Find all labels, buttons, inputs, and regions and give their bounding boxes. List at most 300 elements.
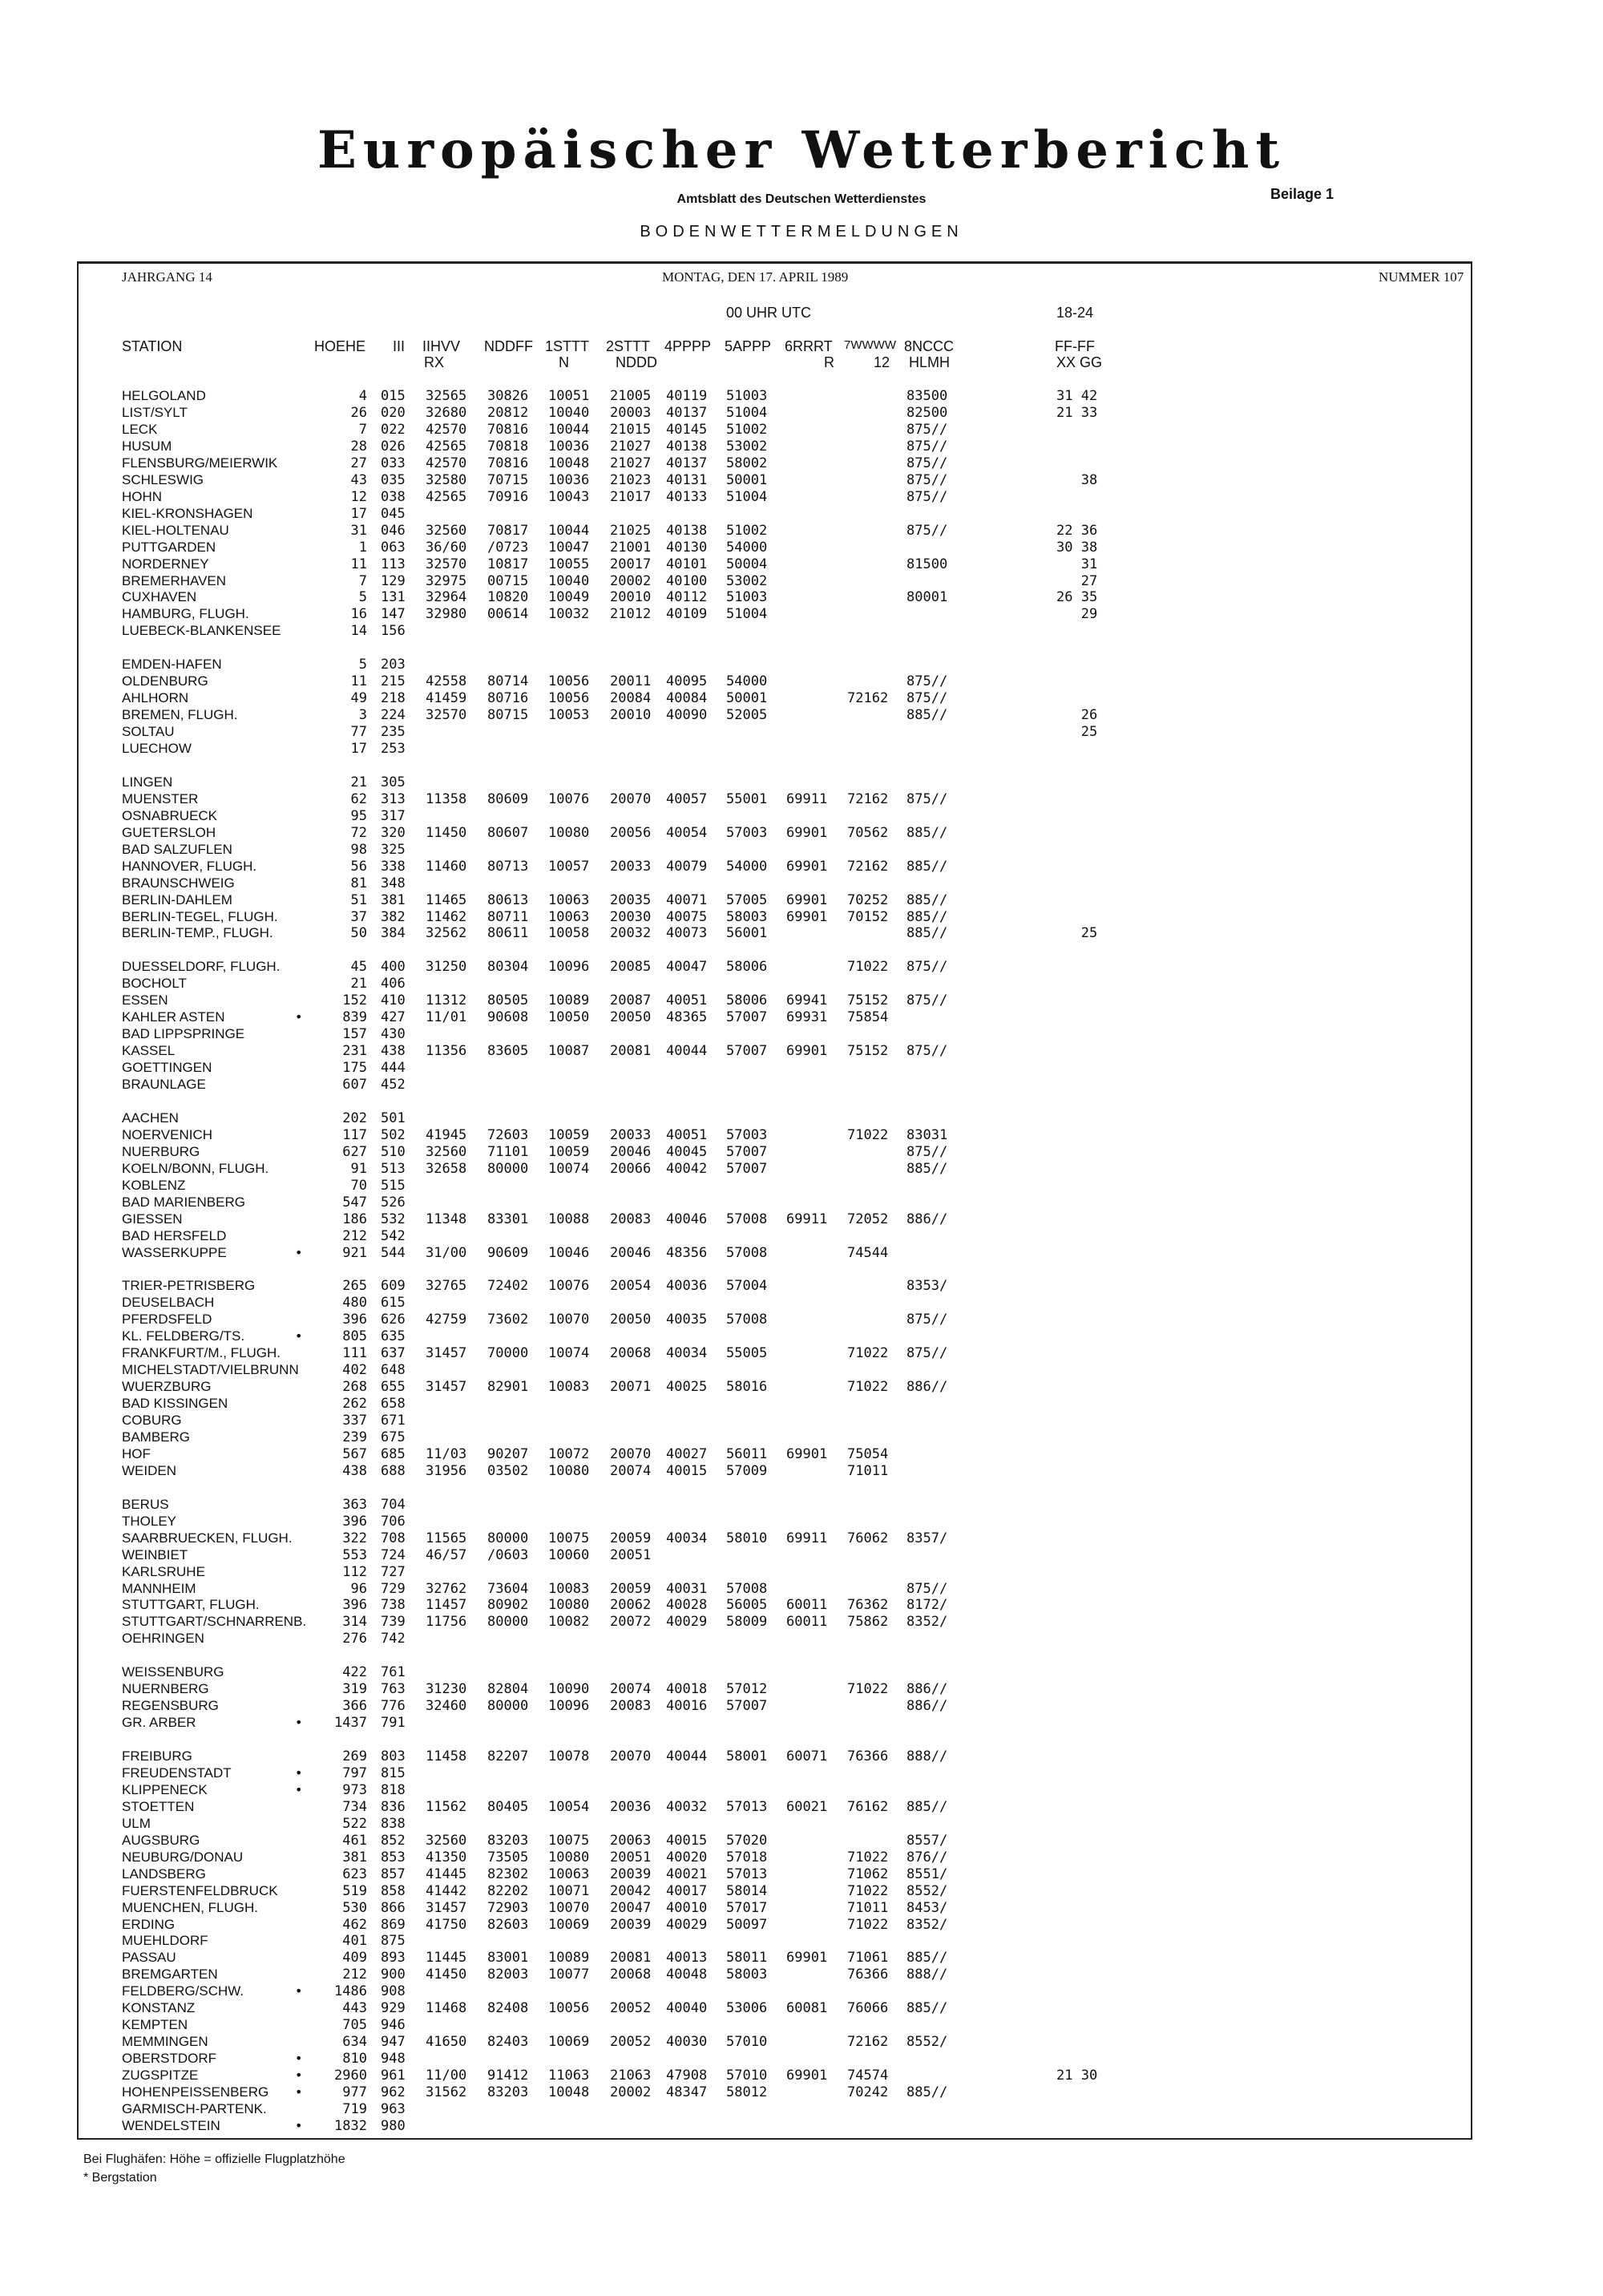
station-id: 727 [381, 1563, 406, 1580]
group-c5: 57008 [726, 1211, 768, 1227]
jahrgang: JAHRGANG 14 [122, 269, 212, 285]
group-c5: 56011 [726, 1445, 768, 1462]
group-c4: 40025 [666, 1379, 708, 1396]
group-c2: 10036 [548, 438, 590, 455]
group-c0: 11756 [426, 1614, 467, 1631]
group-c8: 885// [906, 707, 948, 724]
station-id: 438 [381, 1043, 406, 1060]
group-c2: 10040 [548, 572, 590, 589]
group-c0: 32658 [426, 1160, 467, 1177]
group-c1: 80609 [487, 790, 529, 807]
group-c4: 40048 [666, 1967, 708, 1983]
group-c1: 82804 [487, 1681, 529, 1698]
group-c6: 60081 [786, 2000, 828, 2017]
station-id: 501 [381, 1110, 406, 1126]
group-c1: 10820 [487, 589, 529, 606]
group-c2: 10044 [548, 421, 590, 438]
group-c7: 71022 [847, 1681, 889, 1698]
group-c0: 32560 [426, 522, 467, 539]
station-id: 615 [381, 1295, 406, 1312]
station-id: 215 [381, 673, 406, 690]
group-c5: 58014 [726, 1882, 768, 1899]
group-c1: 00715 [487, 572, 529, 589]
group-c5: 58003 [726, 908, 768, 925]
group-c2: 10070 [548, 1312, 590, 1328]
group-c3: 20063 [610, 1832, 652, 1849]
col-7wwww: 7WWWW [844, 338, 896, 352]
station-height: 62 [350, 790, 367, 807]
group-c5: 58006 [726, 959, 768, 976]
group-c0: 46/57 [426, 1546, 467, 1563]
group-c3: 20068 [610, 1345, 652, 1362]
col-iihvv-sub: RX [424, 354, 445, 370]
station-height: 322 [342, 1530, 367, 1546]
station-name: KLIPPENECK [122, 1781, 208, 1797]
group-c7: 71022 [847, 1379, 889, 1396]
group-c0: 41445 [426, 1866, 467, 1882]
group-c5: 55005 [726, 1345, 768, 1362]
station-id: 045 [381, 505, 406, 522]
station-id: 348 [381, 875, 406, 891]
group-c5: 57007 [726, 1009, 768, 1026]
station-height: 402 [342, 1362, 367, 1379]
group-c8: 875// [906, 1312, 948, 1328]
station-height: 443 [342, 2000, 367, 2017]
station-id: 635 [381, 1328, 406, 1345]
group-c6: 69901 [786, 858, 828, 875]
station-height: 262 [342, 1396, 367, 1412]
group-c1: /0723 [487, 539, 529, 556]
station-name: PASSAU [122, 1950, 176, 1966]
station-height: 96 [350, 1580, 367, 1597]
group-c5: 51003 [726, 589, 768, 606]
group-c4: 40100 [666, 572, 708, 589]
station-height: 462 [342, 1916, 367, 1933]
station-id: 729 [381, 1580, 406, 1597]
station-height: 1486 [334, 1983, 367, 2000]
station-id: 444 [381, 1060, 406, 1076]
group-c5: 56005 [726, 1597, 768, 1614]
station-height: 50 [350, 925, 367, 942]
group-c4: 40044 [666, 1043, 708, 1060]
table-row [0, 1698, 1603, 1715]
station-name: SCHLESWIG [122, 471, 204, 487]
station-height: 202 [342, 1110, 367, 1126]
station-id: 038 [381, 488, 406, 505]
group-c8: 875// [906, 1345, 948, 1362]
group-c2: 10080 [548, 1849, 590, 1866]
station-name: TRIER-PETRISBERG [122, 1278, 256, 1294]
page-subtitle: Amtsblatt des Deutschen Wetterdienstes [676, 192, 927, 206]
station-height: 2960 [334, 2068, 367, 2084]
station-id: 406 [381, 976, 406, 992]
group-c4: 40137 [666, 404, 708, 421]
station-id: 963 [381, 2100, 406, 2117]
group-c2: 10077 [548, 1967, 590, 1983]
group-c6: 60011 [786, 1597, 828, 1614]
group-c2: 10059 [548, 1126, 590, 1143]
group-c5: 51003 [726, 388, 768, 404]
group-c0: 41450 [426, 1967, 467, 1983]
station-height: 553 [342, 1546, 367, 1563]
group-c4: 40046 [666, 1211, 708, 1227]
group-c3: 20054 [610, 1278, 652, 1295]
group-c8: 8352/ [906, 1916, 948, 1933]
group-c5: 58011 [726, 1950, 768, 1967]
group-c2: 10063 [548, 891, 590, 908]
station-name: LUECHOW [122, 741, 192, 756]
table-row [0, 1463, 1603, 1480]
group-c2: 10076 [548, 1278, 590, 1295]
group-c0: 31457 [426, 1345, 467, 1362]
group-c6: 69901 [786, 2068, 828, 2084]
group-c5: 57017 [726, 1899, 768, 1916]
group-c8: 875// [906, 790, 948, 807]
group-c2: 10056 [548, 690, 590, 707]
mountain-station-marker: • [295, 1328, 303, 1344]
group-c8: 875// [906, 992, 948, 1009]
table-row [0, 2000, 1603, 2017]
group-c0: 31250 [426, 959, 467, 976]
station-id: 761 [381, 1664, 406, 1681]
group-c1: 82202 [487, 1882, 529, 1899]
group-c5: 57013 [726, 1798, 768, 1815]
station-height: 396 [342, 1513, 367, 1530]
table-row [0, 875, 1603, 892]
group-c5: 50001 [726, 690, 768, 707]
group-c0: 42759 [426, 1312, 467, 1328]
mountain-station-marker: • [295, 1764, 303, 1781]
station-id: 708 [381, 1530, 406, 1546]
station-id: 381 [381, 891, 406, 908]
group-c5: 56001 [726, 925, 768, 942]
group-c8: 8557/ [906, 1832, 948, 1849]
group-c3: 20083 [610, 1211, 652, 1227]
station-id: 961 [381, 2068, 406, 2084]
group-c5: 58016 [726, 1379, 768, 1396]
station-height: 21 [350, 774, 367, 790]
station-name: AUGSBURG [122, 1832, 200, 1848]
group-c4: 40034 [666, 1530, 708, 1546]
table-row [0, 690, 1603, 707]
station-name: ULM [122, 1815, 151, 1831]
station-id: 022 [381, 421, 406, 438]
group-c7: 71022 [847, 1916, 889, 1933]
station-height: 51 [350, 891, 367, 908]
table-row [0, 1497, 1603, 1514]
group-c5: 54000 [726, 858, 768, 875]
group-c4: 40054 [666, 824, 708, 841]
station-name: SOLTAU [122, 724, 175, 739]
group-c4: 40042 [666, 1160, 708, 1177]
group-c7: 70152 [847, 908, 889, 925]
station-id: 063 [381, 539, 406, 556]
group-c7: 71062 [847, 1866, 889, 1882]
group-c7: 70242 [847, 2084, 889, 2100]
station-id: 317 [381, 807, 406, 824]
group-c3: 20066 [610, 1160, 652, 1177]
table-row [0, 2017, 1603, 2034]
group-c0: 11348 [426, 1211, 467, 1227]
group-c9: 21 30 [1056, 2068, 1098, 2084]
table-row [0, 489, 1603, 506]
group-c0: 42570 [426, 421, 467, 438]
group-c0: 32570 [426, 707, 467, 724]
group-c1: 83301 [487, 1211, 529, 1227]
group-c1: 73505 [487, 1849, 529, 1866]
group-c4: 40028 [666, 1597, 708, 1614]
group-c1: 70816 [487, 421, 529, 438]
col-6rrrt-sub: R [824, 354, 834, 370]
station-name: BRAUNLAGE [122, 1077, 206, 1092]
station-name: MANNHEIM [122, 1580, 196, 1596]
group-c5: 53002 [726, 572, 768, 589]
station-id: 305 [381, 774, 406, 790]
group-c8: 875// [906, 455, 948, 471]
group-c2: 10055 [548, 556, 590, 572]
station-height: 239 [342, 1429, 367, 1445]
col-nddff: NDDFF [484, 338, 533, 354]
group-c3: 20017 [610, 556, 652, 572]
group-c4: 40017 [666, 1882, 708, 1899]
group-c4: 40027 [666, 1445, 708, 1462]
group-c4: 40138 [666, 438, 708, 455]
mountain-station-marker: • [295, 1983, 303, 1999]
group-c4: 40015 [666, 1462, 708, 1479]
group-c1: 90609 [487, 1244, 529, 1261]
station-name: OLDENBURG [122, 673, 208, 689]
group-c5: 51004 [726, 404, 768, 421]
group-c6: 69901 [786, 1950, 828, 1967]
station-height: 95 [350, 807, 367, 824]
group-c7: 71022 [847, 1345, 889, 1362]
station-name: REGENSBURG [122, 1698, 219, 1714]
mountain-station-marker: • [295, 2084, 303, 2100]
group-c9: 27 [1056, 572, 1098, 589]
station-name: LUEBECK-BLANKENSEE [122, 623, 281, 639]
group-c8: 875// [906, 690, 948, 707]
station-name: KIEL-KRONSHAGEN [122, 505, 253, 521]
group-c5: 58009 [726, 1614, 768, 1631]
group-c8: 8453/ [906, 1899, 948, 1916]
station-height: 1437 [334, 1715, 367, 1732]
group-c2: 10082 [548, 1614, 590, 1631]
group-c0: 32570 [426, 556, 467, 572]
station-height: 152 [342, 992, 367, 1009]
station-name: BAMBERG [122, 1429, 191, 1445]
group-c0: 11/00 [426, 2068, 467, 2084]
group-c3: 20046 [610, 1143, 652, 1160]
station-id: 113 [381, 556, 406, 572]
group-c3: 20050 [610, 1009, 652, 1026]
col-2sttt-sub: NDDD [616, 354, 657, 370]
station-id: 427 [381, 1009, 406, 1026]
group-c6: 69941 [786, 992, 828, 1009]
station-name: HANNOVER, FLUGH. [122, 858, 257, 874]
station-height: 5 [358, 657, 367, 673]
group-c3: 20070 [610, 1748, 652, 1764]
group-c1: 70816 [487, 455, 529, 471]
group-c4: 40013 [666, 1950, 708, 1967]
station-id: 724 [381, 1546, 406, 1563]
group-c0: 31562 [426, 2084, 467, 2100]
station-id: 838 [381, 1815, 406, 1832]
group-c8: 82500 [906, 404, 948, 421]
group-c2: 10080 [548, 824, 590, 841]
station-height: 27 [350, 455, 367, 471]
table-row [0, 909, 1603, 926]
station-name: AACHEN [122, 1110, 179, 1126]
group-c3: 21012 [610, 606, 652, 623]
table-row [0, 1765, 1603, 1782]
group-c4: 40079 [666, 858, 708, 875]
station-name: MUENCHEN, FLUGH. [122, 1899, 259, 1915]
station-id: 791 [381, 1715, 406, 1732]
table-row [0, 925, 1603, 942]
group-c0: 42565 [426, 488, 467, 505]
group-c1: 30826 [487, 388, 529, 404]
footnote-mountain: * Bergstation [83, 2171, 157, 2185]
col-1sttt: 1STTT [545, 338, 590, 354]
station-height: 381 [342, 1849, 367, 1866]
col-7wwww-sub: 12 [874, 354, 890, 370]
group-c0: 41750 [426, 1916, 467, 1933]
group-c6: 69901 [786, 824, 828, 841]
group-c3: 20085 [610, 959, 652, 976]
station-height: 26 [350, 404, 367, 421]
station-id: 893 [381, 1950, 406, 1967]
station-name: NORDERNEY [122, 556, 209, 572]
table-row [0, 1328, 1603, 1345]
group-c3: 21027 [610, 438, 652, 455]
col-ff-sub: XX GG [1056, 354, 1103, 370]
group-c0: 32980 [426, 606, 467, 623]
table-row [0, 976, 1603, 992]
group-c3: 20081 [610, 1043, 652, 1060]
group-c4: 40131 [666, 471, 708, 488]
group-c3: 20030 [610, 908, 652, 925]
group-c0: 41442 [426, 1882, 467, 1899]
group-c8: 875// [906, 1580, 948, 1597]
table-row [0, 422, 1603, 439]
group-c4: 48356 [666, 1244, 708, 1261]
group-c3: 20062 [610, 1597, 652, 1614]
station-name: WASSERKUPPE [122, 1244, 227, 1260]
group-c5: 57003 [726, 1126, 768, 1143]
table-row [0, 1564, 1603, 1581]
group-c4: 40071 [666, 891, 708, 908]
group-c1: 70817 [487, 522, 529, 539]
group-c3: 20010 [610, 707, 652, 724]
group-c7: 72162 [847, 690, 889, 707]
table-row [0, 1950, 1603, 1967]
group-c3: 20052 [610, 2034, 652, 2051]
station-id: 015 [381, 388, 406, 404]
station-height: 112 [342, 1563, 367, 1580]
group-c1: 80611 [487, 925, 529, 942]
station-height: 973 [342, 1781, 367, 1798]
group-c8: 8552/ [906, 2034, 948, 2051]
station-id: 946 [381, 2017, 406, 2034]
group-c3: 21023 [610, 471, 652, 488]
group-c1: 83001 [487, 1950, 529, 1967]
group-c2: 10083 [548, 1379, 590, 1396]
table-row [0, 808, 1603, 825]
station-height: 363 [342, 1496, 367, 1513]
station-id: 836 [381, 1798, 406, 1815]
station-id: 626 [381, 1312, 406, 1328]
station-height: 212 [342, 1967, 367, 1983]
group-c5: 57018 [726, 1849, 768, 1866]
table-row [0, 791, 1603, 808]
mountain-station-marker: • [295, 2051, 303, 2066]
station-height: 186 [342, 1211, 367, 1227]
table-row [0, 1681, 1603, 1698]
station-name: KEMPTEN [122, 2017, 188, 2033]
group-c6: 69911 [786, 1530, 828, 1546]
table-row [0, 1514, 1603, 1530]
group-c2: 10090 [548, 1681, 590, 1698]
station-name: BREMERHAVEN [122, 572, 227, 588]
station-id: 962 [381, 2084, 406, 2100]
station-height: 401 [342, 1933, 367, 1950]
col-2sttt: 2STTT [606, 338, 651, 354]
station-name: AHLHORN [122, 690, 189, 706]
station-id: 742 [381, 1631, 406, 1647]
group-c0: 31457 [426, 1379, 467, 1396]
group-c3: 20074 [610, 1681, 652, 1698]
group-c2: 10089 [548, 1950, 590, 1967]
station-height: 519 [342, 1882, 367, 1899]
group-c1: 80715 [487, 707, 529, 724]
group-c4: 40109 [666, 606, 708, 623]
group-c0: 11457 [426, 1597, 467, 1614]
station-name: COBURG [122, 1413, 182, 1428]
group-c1: 71101 [487, 1143, 529, 1160]
group-c3: 20050 [610, 1312, 652, 1328]
table-row [0, 959, 1603, 976]
station-name: BAD MARIENBERG [122, 1194, 245, 1210]
station-name: NUERNBERG [122, 1681, 209, 1697]
station-id: 131 [381, 589, 406, 606]
group-c2: 10096 [548, 1698, 590, 1715]
group-c3: 20036 [610, 1798, 652, 1815]
group-c1: 72903 [487, 1899, 529, 1916]
group-c0: 11450 [426, 824, 467, 841]
table-row [0, 859, 1603, 875]
group-c1: 83203 [487, 1832, 529, 1849]
station-height: 396 [342, 1312, 367, 1328]
station-name: CUXHAVEN [122, 589, 197, 605]
station-name: LANDSBERG [122, 1866, 206, 1882]
col-iihvv: IIHVV [422, 338, 461, 354]
group-c5: 57009 [726, 1462, 768, 1479]
table-row [0, 556, 1603, 573]
group-c8: 875// [906, 421, 948, 438]
group-c0: 32565 [426, 388, 467, 404]
group-c9: 25 [1056, 724, 1098, 740]
group-c0: 31230 [426, 1681, 467, 1698]
group-c6: 60021 [786, 1798, 828, 1815]
station-name: KAHLER ASTEN [122, 1009, 225, 1025]
group-c2: 10036 [548, 471, 590, 488]
group-c8: 875// [906, 522, 948, 539]
table-row [0, 623, 1603, 640]
group-c2: 10056 [548, 2000, 590, 2017]
station-height: 319 [342, 1681, 367, 1698]
table-row [0, 1631, 1603, 1647]
section-heading: BODENWETTERMELDUNGEN [640, 223, 963, 241]
